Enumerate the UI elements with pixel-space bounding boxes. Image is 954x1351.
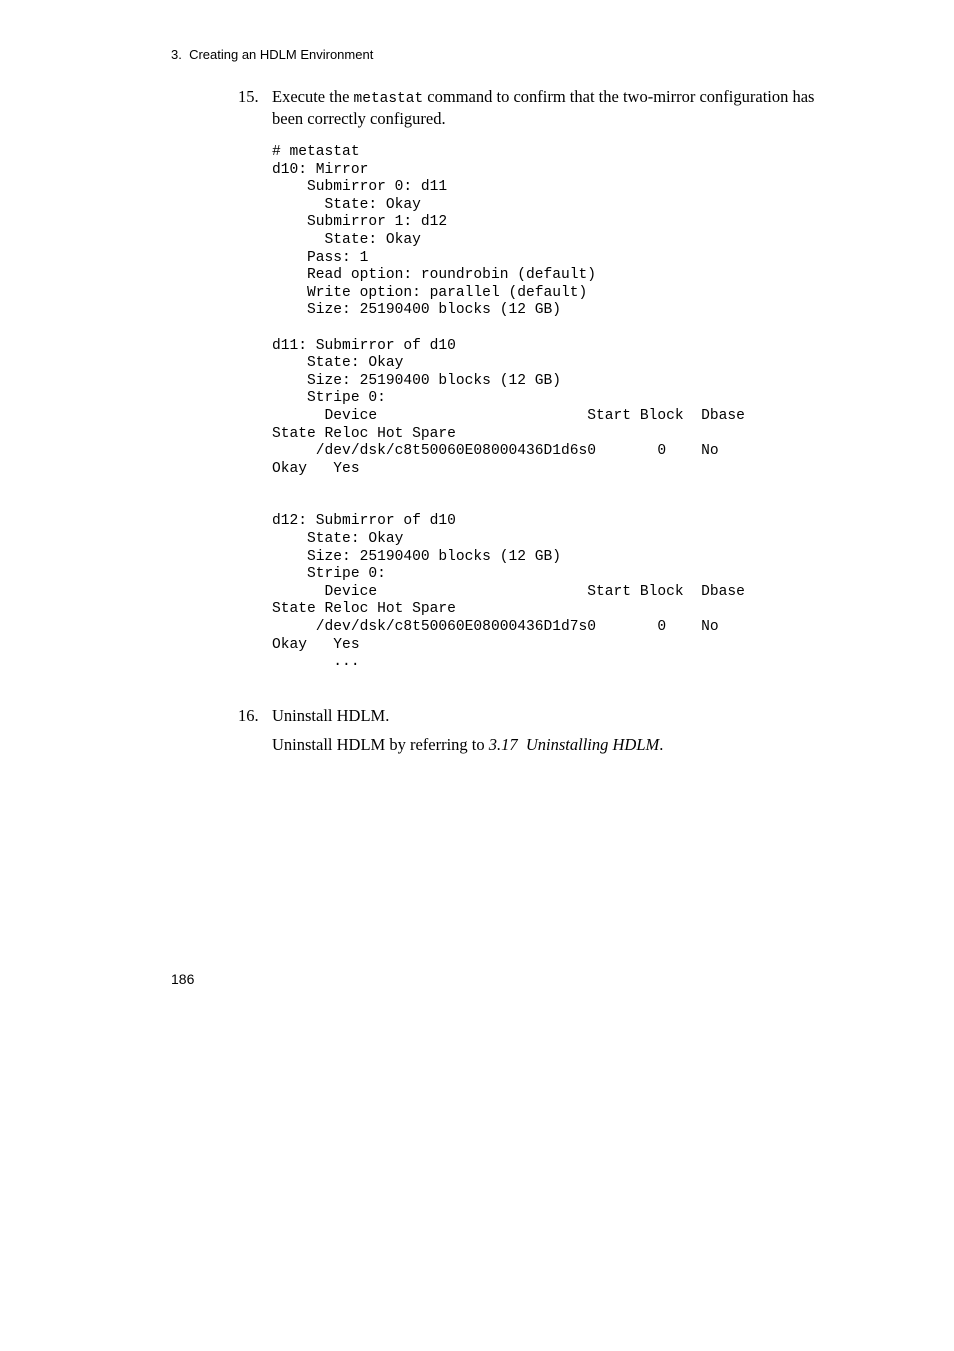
command-name: metastat xyxy=(353,91,424,107)
running-header: 3. Creating an HDLM Environment xyxy=(171,47,374,62)
instruction-text: command to confirm that the two-mirror configuration has been correctly configured. xyxy=(272,87,815,128)
step-15 xyxy=(238,87,838,128)
cross-reference-link[interactable]: 3.17 Uninstalling HDLM xyxy=(488,735,660,754)
step-title: Uninstall HDLM. xyxy=(272,706,390,725)
step-16 xyxy=(238,706,838,725)
step-instruction xyxy=(272,87,838,128)
description-text: Uninstall HDLM by referring to xyxy=(272,735,489,754)
metastat-output-code-block: # metastat d10: Mirror Submirror 0: d11 State: Okay Submirror 1: d12 State: Okay Pass: 1 Read option: roundrobin (default) Write option: parallel (default) Size: 25190400 blocks (12 GB) d11: Submirror of d10 State: Okay Size: 25190400 blocks (12 GB) Stripe 0: Device Start Block Dbase State Reloc Hot Spare /dev/dsk/c8t50060E08000436D1d6s0 0 No Okay Yes d12: Submirror of d10 State: Okay Size: 25190400 blocks (12 GB) Stripe 0: Device Start Block Dbase State Reloc Hot Spare /dev/dsk/c8t50060E08000436D1d7s0 0 No Okay Yes ... xyxy=(272,144,745,671)
step-description xyxy=(272,735,663,754)
page-number: 186 xyxy=(171,971,195,987)
instruction-text: Execute the xyxy=(272,87,354,106)
step-number: 15. xyxy=(238,87,259,106)
step-number: 16. xyxy=(238,706,259,725)
description-text: . xyxy=(659,735,664,754)
